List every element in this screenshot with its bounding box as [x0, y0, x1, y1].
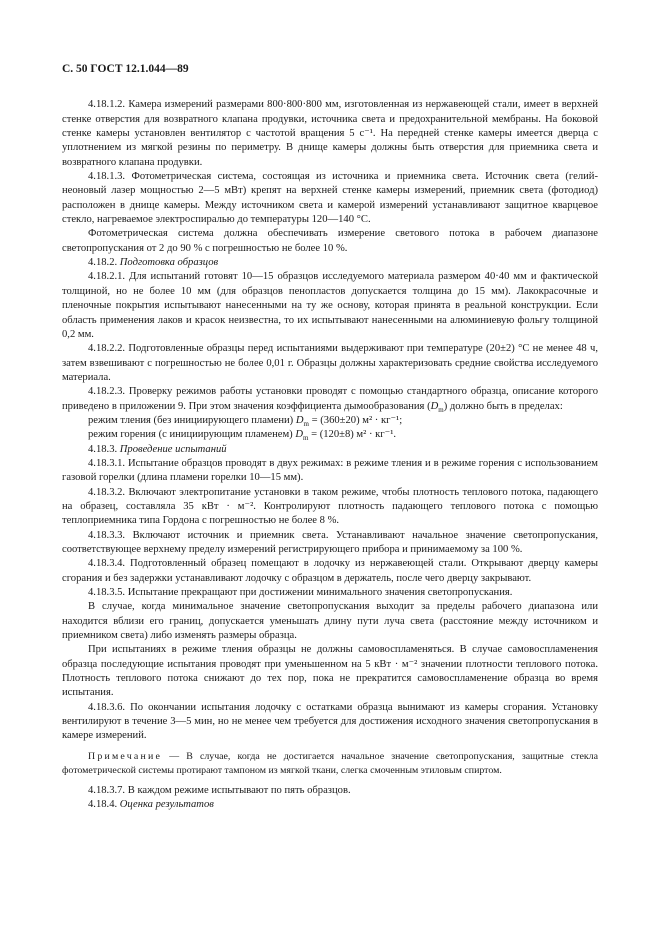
paragraph-4-18-3-1: 4.18.3.1. Испытание образцов проводят в двух режимах: в режиме тления и в режиме горения с использованием газовой горелки (длина пламени горелки 10—15 мм).: [62, 457, 598, 484]
symbol-d: D: [430, 400, 439, 412]
symbol-subscript: m: [438, 405, 444, 414]
formula-label: режим горения (с инициирующим пламенем): [88, 429, 296, 441]
section-number: 4.18.3.: [88, 443, 120, 455]
paragraph-4-18-3-4: 4.18.3.4. Подготовленный образец помещают в лодочку из нержавеющей стали. Открывают дверцу камеры сгорания и без задержки устанавливают лодочку с образцом в держатель, после чего дверцу закрывают.: [62, 558, 598, 584]
note-text: — В случае, когда не достигается начальное значение светопропускания, защитные стекла фотометрической системы протирают тампоном из мягкой ткани, слегка смоченным этиловым спиртом.: [62, 750, 598, 776]
paragraph-min-transmission: В случае, когда минимальное значение светопропускания выходит за пределы рабочего диапазона или находится вблизи его границ, допускается уменьшать длину пути луча света (расстояние между источником и приемником света) либо изменять размеры образца.: [62, 601, 598, 642]
section-title: Проведение испытаний: [119, 443, 227, 455]
paragraph-4-18-2-1: 4.18.2.1. Для испытаний готовят 10—15 образцов исследуемого материала размером 40·40 мм и фактической толщиной, но не более 10 мм (для образцов пенопластов допускается толщина до 15 мм). Лакокрасочные и пленочные покрытия испытывают нанесенными на ту же основу, которая принята в реальной конструкции. Если область применения лаков и красок неизвестна, то их испытывают нанесенными на алюминиевую фольгу толщиной 0,2 мм.: [62, 271, 598, 340]
note-label: Примечание: [88, 750, 163, 762]
formula-label: режим тления (без инициирующего пламени): [88, 414, 296, 426]
section-title: Оценка результатов: [119, 799, 214, 811]
paragraph-photometric: Фотометрическая система должна обеспечивать измерение светового потока в рабочем диапазоне светопропускания от 2 до 90 % с погрешностью не более 10 %.: [62, 228, 598, 254]
symbol-d: D: [295, 414, 304, 426]
formula-value: = (120±8) м² · кг⁻¹.: [308, 429, 397, 441]
formula-value: = (360±20) м² · кг⁻¹;: [308, 414, 403, 426]
paragraph-4-18-3-2: 4.18.3.2. Включают электропитание установки в таком режиме, чтобы плотность теплового потока, падающего на образец, составляла 35 кВт · м⁻². Контролируют плотность падающего теплового потока с помощью теплоприемника типа Гордона с погрешностью не более 8 %.: [62, 486, 598, 527]
symbol-subscript: m: [303, 420, 309, 429]
section-heading-4-18-3: [62, 443, 598, 457]
symbol-subscript: m: [303, 434, 309, 443]
paragraph-4-18-3-7: 4.18.3.7. В каждом режиме испытывают по пять образцов.: [88, 784, 351, 796]
formula-burning: [62, 428, 598, 442]
paragraph-4-18-3-3: 4.18.3.3. Включают источник и приемник света. Устанавливают начальное значение светопропускания, соответствующее верхнему пределу измерений регистрирующего прибора и принимаемому за 100 %.: [62, 529, 598, 555]
text-part: ) должно быть в пределах:: [443, 400, 563, 412]
paragraph-4-18-1-2: 4.18.1.2. Камера измерений размерами 800·800·800 мм, изготовленная из нержавеющей стали, имеет в верхней стенке отверстия для возвратного клапана продувки, источника света и предохранительной мембраны. На боковой стенке камеры установлен вентилятор с частотой вращения 5 с⁻¹. На передней стенке камеры имеется дверца с уплотнением из мягкой резины по периметру. В днище камеры должны быть отверстия для приемника света и возвратного клапана продувки.: [62, 99, 598, 168]
paragraph-4-18-1-3: 4.18.1.3. Фотометрическая система, состоящая из источника и приемника света. Источник света (гелий-неоновый лазер мощностью 2—5 мВт) крепят на верхней стенке камеры измерений, приемник света (фотодиод) расположен в днище камеры. Между источником света и камерой измерений устанавливают защитное кварцевое стекло, нагреваемое электроспиралью до температуры 120—140 °С.: [62, 171, 598, 226]
section-number: 4.18.2.: [88, 257, 120, 269]
note: [62, 750, 598, 778]
symbol-d: D: [295, 429, 303, 441]
paragraph-4-18-2-2: 4.18.2.2. Подготовленные образцы перед испытаниями выдерживают при температуре (20±2) °С не менее 48 ч, затем взвешивают с погрешностью не более 0,01 г. Образцы должны характеризовать средние свойства исследуемого материала.: [62, 343, 598, 383]
paragraph-self-ignition: При испытаниях в режиме тления образцы не должны самовоспламеняться. В случае самовоспламенения образца последующие испытания проводят при уменьшенном на 5 кВт · м⁻² значении плотности теплового потока. Плотность теплового потока снижают до тех пор, пока не прекратится самовоспламенение образца во время испытания.: [62, 644, 598, 699]
document-page: [62, 62, 598, 813]
paragraph-4-18-3-5: 4.18.3.5. Испытание прекращают при достижении минимального значения светопропускания.: [88, 587, 513, 599]
text-part: 4.18.2.3. Проверку режимов работы установки проводят с помощью стандартного образца, описание которого приведено в приложении 9. При этом значения коэффициента дымообразования (: [62, 386, 598, 412]
paragraph-4-18-2-3: [62, 385, 598, 414]
section-title: Подготовка образцов: [119, 257, 219, 269]
section-heading-4-18-4: [62, 798, 598, 812]
formula-smoldering: [62, 414, 598, 428]
section-number: 4.18.4.: [88, 799, 120, 811]
paragraph-4-18-3-6: 4.18.3.6. По окончании испытания лодочку с остатками образца вынимают из камеры сгорания. Установку вентилируют в течение 3—5 мин, но не менее чем требуется для достижения исходного значения светопропускания в камере измерений.: [62, 701, 598, 742]
page-header: С. 50 ГОСТ 12.1.044—89: [62, 63, 189, 75]
section-heading-4-18-2: [62, 256, 598, 270]
